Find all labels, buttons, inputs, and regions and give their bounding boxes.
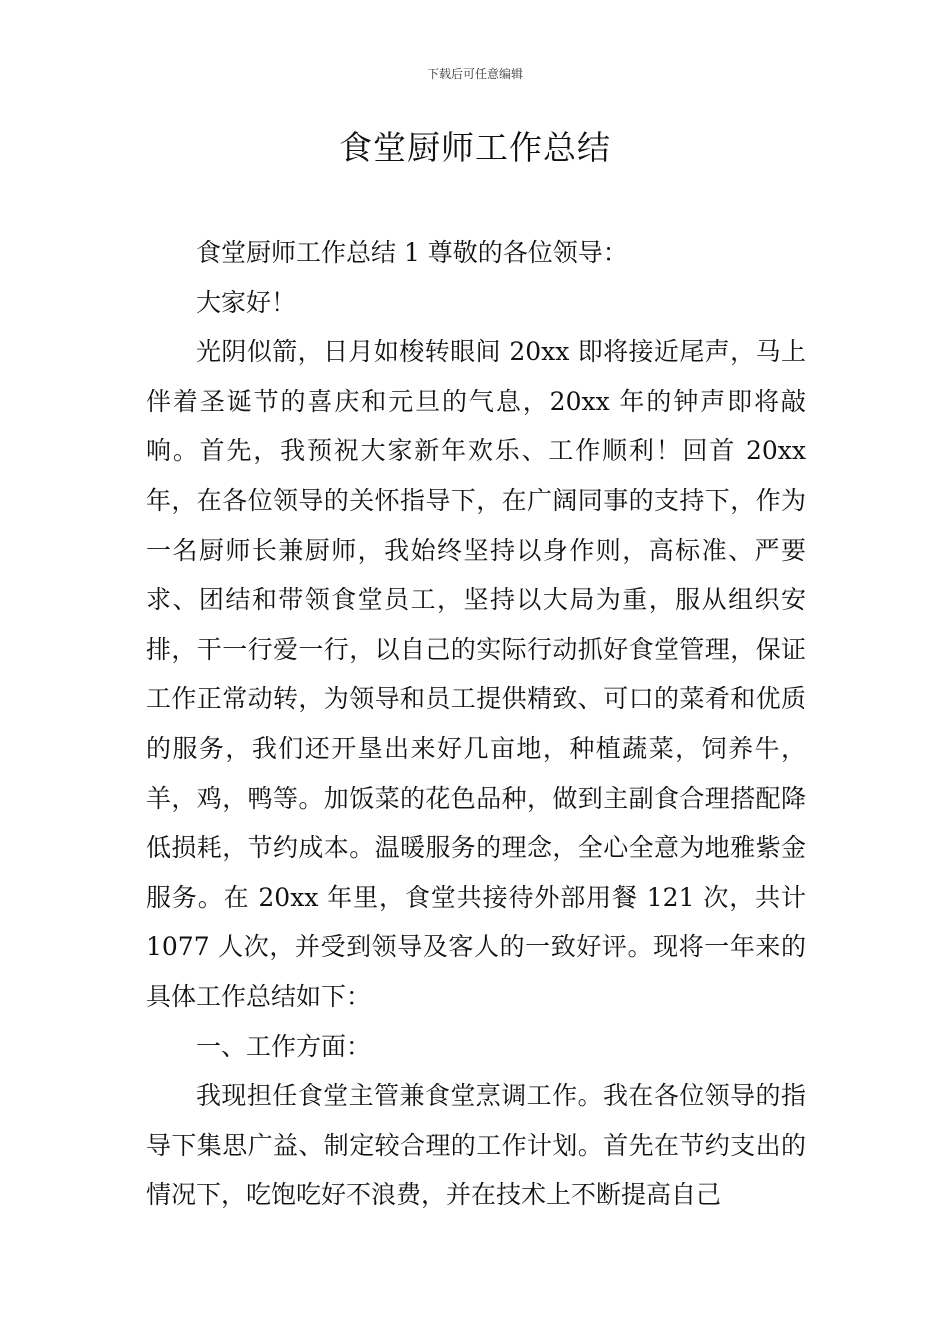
paragraph-review: 光阴似箭，日月如梭转眼间 20xx 即将接近尾声，马上伴着圣诞节的喜庆和元旦的气息，20xx 年的钟声即将敲响。首先，我预祝大家新年欢乐、工作顺利！回首 20xx 年，在各位领导的关怀指导下，在广阔同事的支持下，作为一名厨师长兼厨师，我始终坚持以身作则，高标准、严要求、团结和带领食堂员工，坚持以大局为重，服从组织安排，干一行爱一行，以自己的实际行动抓好食堂管理，保证工作正常动转，为领导和员工提供精致、可口的菜肴和优质的服务，我们还开垦出来好几亩地，种植蔬菜，饲养牛，羊，鸡，鸭等。加饭菜的花色品种，做到主副食合理搭配降低损耗，节约成本。温暖服务的理念，全心全意为地雅紫金服务。在 20xx 年里，食堂共接待外部用餐 121 次，共计 1077 人次，并受到领导及客人的一致好评。现将一年来的具体工作总结如下： bbox=[146, 337, 806, 1011]
paragraph-salutation: 食堂厨师工作总结 1 尊敬的各位领导： bbox=[196, 238, 628, 267]
paragraph-greeting: 大家好！ bbox=[196, 287, 297, 317]
document-title: 食堂厨师工作总结 bbox=[339, 128, 611, 167]
document-body bbox=[146, 228, 806, 1220]
paragraph-work-details: 我现担任食堂主管兼食堂烹调工作。我在各位领导的指导下集思广益、制定较合理的工作计划。首先在节约支出的情况下，吃饱吃好不浪费，并在技术上不断提高自己 bbox=[146, 1081, 806, 1210]
header-note: 下载后可任意编辑 bbox=[426, 67, 523, 81]
section-heading-work: 一、工作方面： bbox=[196, 1031, 372, 1061]
